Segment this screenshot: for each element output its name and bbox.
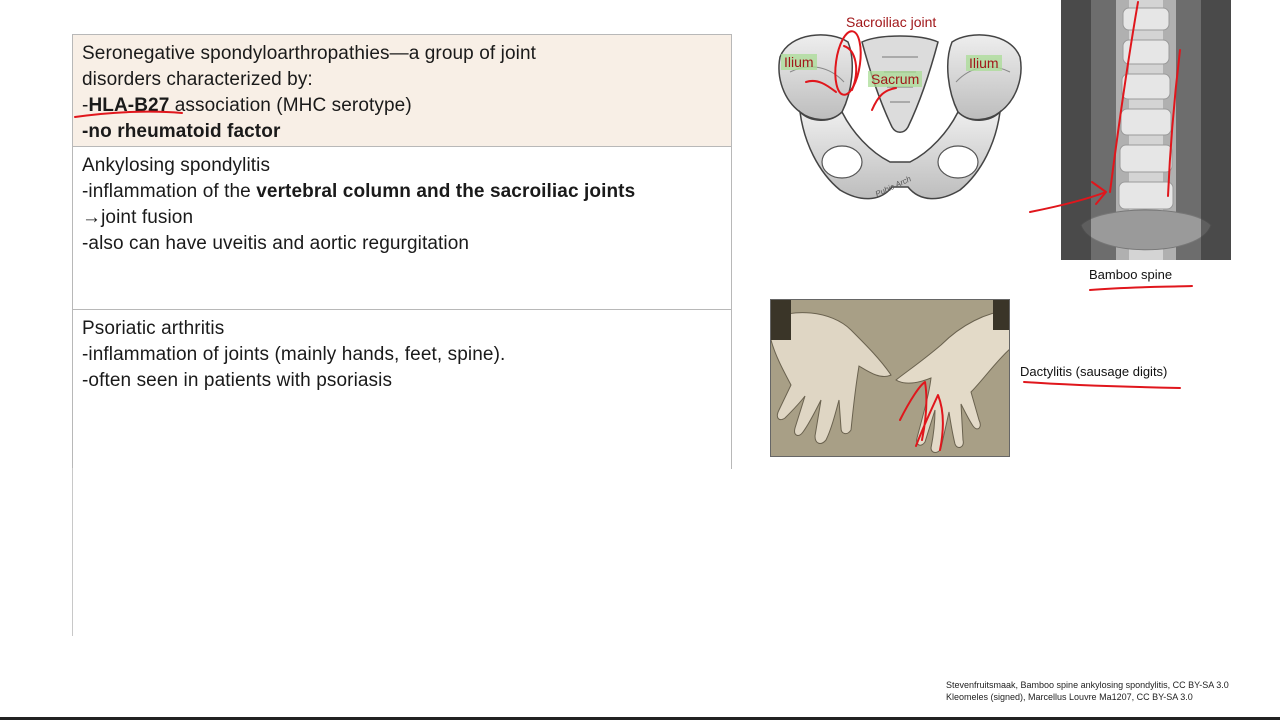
seronegative-line-3 [82, 93, 722, 119]
psoriatic-line-1 [82, 316, 722, 342]
psoriatic-line-2 [82, 342, 722, 368]
dactylitis-caption: Dactylitis (sausage digits) [1020, 364, 1168, 379]
psoriatic-line-3 [82, 368, 722, 394]
ilium-left-label: Ilium [781, 54, 817, 70]
table-row-psoriatic-arthritis [72, 309, 732, 469]
sacroiliac-joint-label: Sacroiliac joint [846, 14, 937, 30]
ankylosing-line-3 [82, 205, 722, 231]
ankylosing-line-4-segment-1: -also can have uveitis and aortic regurgitation [82, 233, 470, 254]
table-row-seronegative [72, 34, 732, 147]
pubic-arch-label: Pubic Arch [873, 174, 913, 199]
seronegative-line-3-segment-1: - [82, 95, 89, 116]
ankylosing-line-2-segment-2: vertebral column and the sacroiliac joints [256, 181, 636, 202]
seronegative-line-2 [82, 67, 722, 93]
ankylosing-line-3-segment-1: →joint fusion [82, 207, 194, 228]
underline-bamboo-spine [1090, 286, 1192, 290]
ankylosing-line-1-segment-1: Ankylosing spondylitis [82, 155, 271, 176]
bamboo-spine-caption: Bamboo spine [1089, 267, 1173, 282]
seronegative-line-1 [82, 41, 722, 67]
pelvis-illustration [770, 12, 1030, 212]
seronegative-line-1-segment-1: Seronegative spondyloarthropathies—a group of joint [82, 43, 537, 64]
psoriatic-line-1-segment-1: Psoriatic arthritis [82, 318, 225, 339]
xray-drawing [1061, 0, 1231, 260]
ankylosing-line-4 [82, 231, 722, 257]
ankylosing-line-2 [82, 179, 722, 205]
credit-line-2: Kleomeles (signed), Marcellus Louvre Ma1207, CC BY-SA 3.0 [946, 692, 1193, 702]
underline-dactylitis [1024, 382, 1180, 388]
ankylosing-line-2-segment-1: -inflammation of the [82, 181, 257, 202]
psoriatic-line-3-segment-1: -often seen in patients with psoriasis [82, 370, 393, 391]
credit-line-1: Stevenfruitsmaak, Bamboo spine ankylosing spondylitis, CC BY-SA 3.0 [946, 680, 1229, 690]
psoriatic-line-2-segment-1: -inflammation of joints (mainly hands, feet, spine). [82, 344, 506, 365]
seronegative-line-3-segment-2: HLA-B27 [88, 95, 170, 116]
bamboo-spine-xray [1061, 0, 1231, 260]
seronegative-line-4 [82, 119, 722, 145]
table-row-ankylosing-spondylitis [72, 146, 732, 310]
image-credits [946, 679, 1229, 703]
table-left-border [72, 468, 73, 636]
seronegative-line-2-segment-1: disorders characterized by: [82, 69, 313, 90]
sacrum-label: Sacrum [868, 71, 922, 87]
ilium-right-label: Ilium [966, 55, 1002, 71]
seronegative-line-4-segment-1: -no rheumatoid factor [82, 121, 281, 142]
dactylitis-hands-photo [770, 299, 1010, 457]
ankylosing-line-1 [82, 153, 722, 179]
hands-drawing [771, 300, 1010, 457]
seronegative-line-3-segment-3: association (MHC serotype) [169, 95, 412, 116]
